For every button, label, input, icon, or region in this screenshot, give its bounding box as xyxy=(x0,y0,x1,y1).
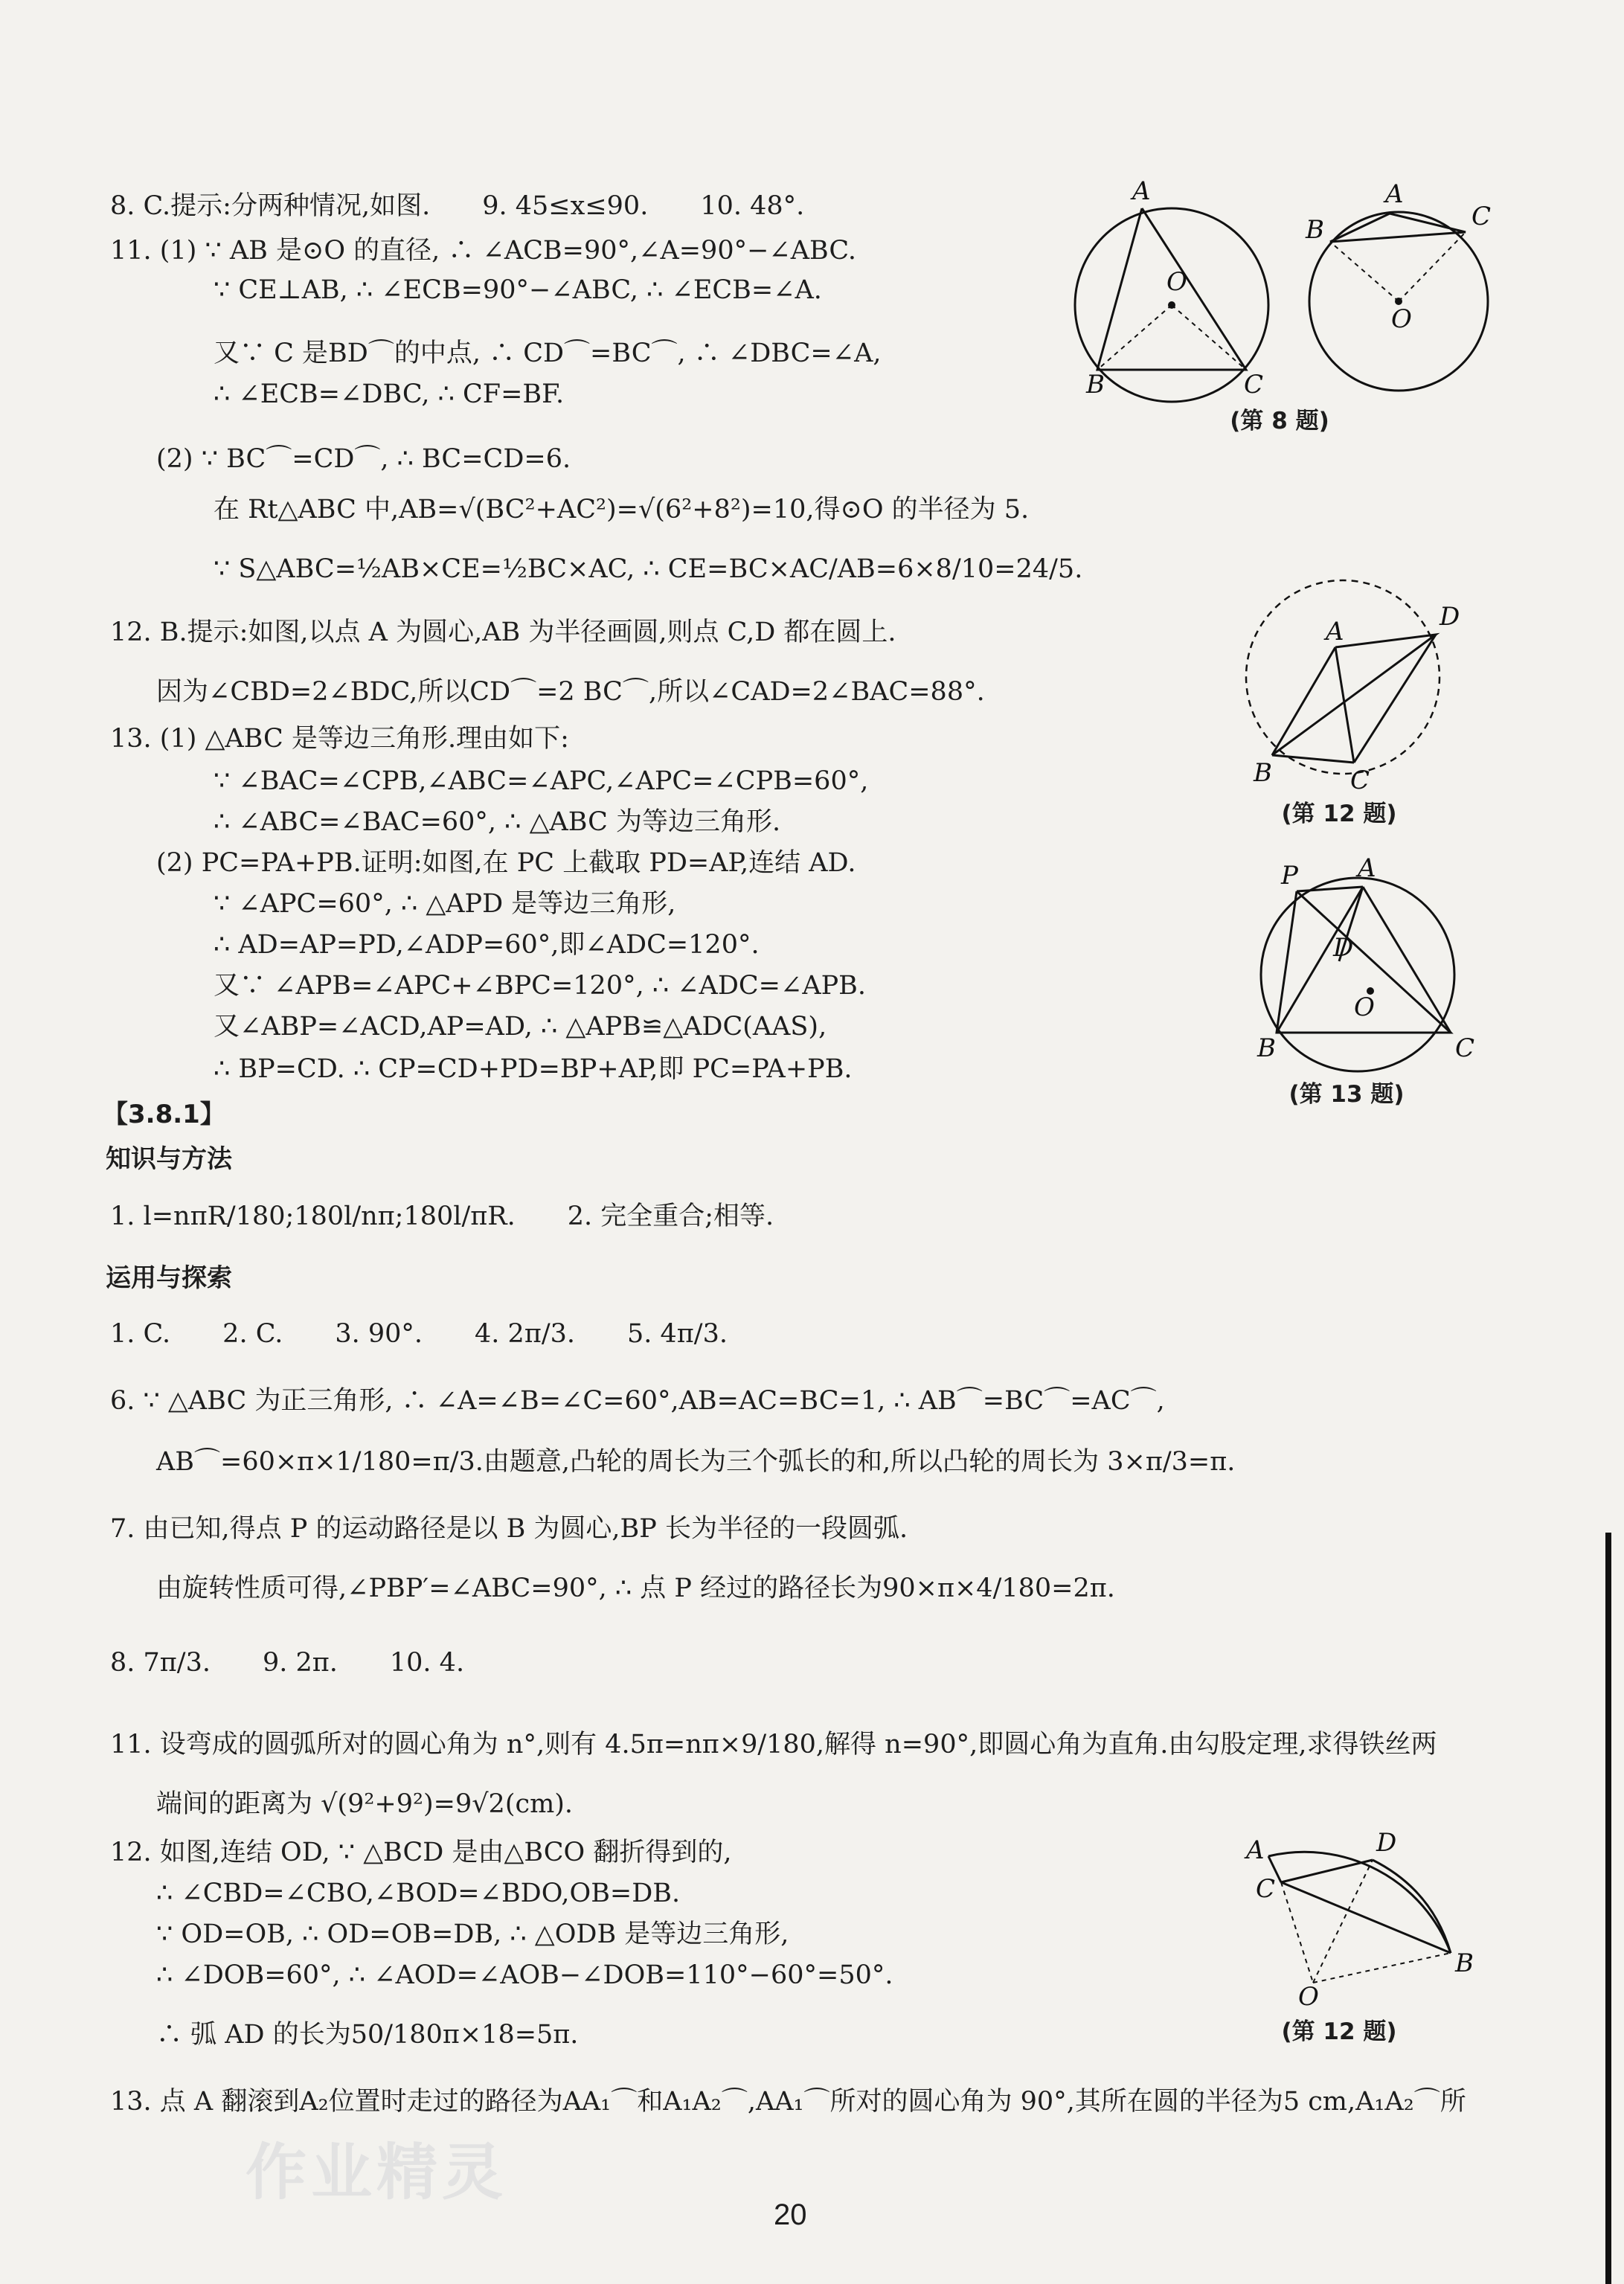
answer-8-10: 8. C.提示:分两种情况,如图. 9. 45≤x≤90. 10. 48°. xyxy=(110,191,805,221)
fig12a-label-B: B xyxy=(1254,758,1272,788)
apply-answer-12-line1: 12. 如图,连结 OD, ∵ △BCD 是由△BCO 翻折得到的, xyxy=(110,1838,732,1867)
section-apply-explore: 运用与探索 xyxy=(106,1263,232,1293)
answer-11-2-line1: (2) ∵ BC⌒=CD⌒, ∴ BC=CD=6. xyxy=(156,444,571,474)
fig13-label-C: C xyxy=(1455,1033,1475,1063)
caption-problem-13: (第 13 题) xyxy=(1288,1081,1405,1108)
answer-11-1-line4: ∴ ∠ECB=∠DBC, ∴ CF=BF. xyxy=(214,379,565,409)
answer-13-1-line1: 13. (1) △ABC 是等边三角形.理由如下: xyxy=(110,724,569,754)
fig12b-label-O: O xyxy=(1298,1982,1319,2009)
fig8b-label-B: B xyxy=(1306,215,1324,245)
section-3-8-1: 【3.8.1】 xyxy=(103,1100,225,1129)
fig13-label-B: B xyxy=(1257,1033,1276,1063)
answer-13-2-line2: ∵ ∠APC=60°, ∴ △APD 是等边三角形, xyxy=(214,889,676,919)
fig13-label-A: A xyxy=(1358,853,1376,883)
apply-answer-11-line1: 11. 设弯成的圆弧所对的圆心角为 n°,则有 4.5π=nπ×9/180,解得 n=90°,即圆心角为直角.由勾股定理,求得铁丝两 xyxy=(110,1730,1437,1759)
apply-answer-7-line2: 由旋转性质可得,∠PBP′=∠ABC=90°, ∴ 点 P 经过的路径长为90×π×4/180=2π. xyxy=(156,1574,1115,1603)
answer-11-2-line3: ∵ S△ABC=½AB×CE=½BC×AC, ∴ CE=BC×AC/AB=6×8/10=24/5. xyxy=(214,554,1083,584)
fig12b-label-C: C xyxy=(1256,1874,1276,1904)
figure-problem-12b xyxy=(1235,1823,1480,2009)
fig8b-label-C: C xyxy=(1471,202,1492,231)
answer-13-2-line3: ∴ AD=AP=PD,∠ADP=60°,即∠ADC=120°. xyxy=(214,930,760,960)
answer-12-line2: 因为∠CBD=2∠BDC,所以CD⌒=2 BC⌒,所以∠CAD=2∠BAC=88°. xyxy=(156,677,985,707)
answer-11-1-line2: ∵ CE⊥AB, ∴ ∠ECB=90°−∠ABC, ∴ ∠ECB=∠A. xyxy=(214,275,822,305)
knowledge-answers: 1. l=nπR/180;180l/nπ;180l/πR. 2. 完全重合;相等. xyxy=(110,1202,774,1231)
watermark: 作业精灵 xyxy=(245,2137,508,2208)
fig12b-label-D: D xyxy=(1376,1828,1397,1858)
answer-12-line1: 12. B.提示:如图,以点 A 为圆心,AB 为半径画圆,则点 C,D 都在圆上. xyxy=(110,617,896,647)
figure-problem-8 xyxy=(1071,179,1503,424)
fig13-label-P: P xyxy=(1281,861,1298,891)
answer-13-2-line6: ∴ BP=CD. ∴ CP=CD+PD=BP+AP,即 PC=PA+PB. xyxy=(214,1054,853,1084)
binding-edge xyxy=(1605,1533,1611,2284)
apply-answer-12-line3: ∵ OD=OB, ∴ OD=OB=DB, ∴ △ODB 是等边三角形, xyxy=(156,1919,789,1949)
fig13-label-O: O xyxy=(1354,992,1375,1022)
page-number: 20 xyxy=(774,2198,807,2231)
answer-13-1-line2: ∵ ∠BAC=∠CPB,∠ABC=∠APC,∠APC=∠CPB=60°, xyxy=(214,766,869,796)
apply-answer-11-line2: 端间的距离为 √(9²+9²)=9√2(cm). xyxy=(156,1789,574,1819)
apply-answer-6-line1: 6. ∵ △ABC 为正三角形, ∴ ∠A=∠B=∠C=60°,AB=AC=BC=1, ∴ AB⌒=BC⌒=AC⌒, xyxy=(110,1386,1165,1416)
section-knowledge-method: 知识与方法 xyxy=(106,1144,232,1174)
fig13-label-D: D xyxy=(1333,933,1354,963)
figure-problem-12a xyxy=(1213,565,1495,796)
fig12a-label-A: A xyxy=(1326,617,1344,647)
answer-13-2-line1: (2) PC=PA+PB.证明:如图,在 PC 上截取 PD=AP,连结 AD. xyxy=(156,848,856,878)
apply-answers-1-5: 1. C. 2. C. 3. 90°. 4. 2π/3. 5. 4π/3. xyxy=(110,1319,728,1349)
answer-13-2-line5: 又∠ABP=∠ACD,AP=AD, ∴ △APB≌△ADC(AAS), xyxy=(214,1012,827,1042)
fig12b-label-A: A xyxy=(1246,1835,1265,1865)
fig8a-label-B: B xyxy=(1086,370,1105,400)
apply-answers-8-10: 8. 7π/3. 9. 2π. 10. 4. xyxy=(110,1648,465,1678)
caption-problem-12a: (第 12 题) xyxy=(1281,801,1397,827)
answer-13-2-line4: 又∵ ∠APB=∠APC+∠BPC=120°, ∴ ∠ADC=∠APB. xyxy=(214,971,866,1001)
fig12b-label-B: B xyxy=(1455,1948,1474,1978)
caption-problem-8: (第 8 题) xyxy=(1230,408,1329,434)
fig8a-label-A: A xyxy=(1132,179,1151,206)
figure-problem-13 xyxy=(1235,848,1480,1086)
apply-answer-12-line2: ∴ ∠CBD=∠CBO,∠BOD=∠BDO,OB=DB. xyxy=(156,1879,681,1908)
fig8b-label-A: A xyxy=(1385,179,1404,209)
caption-problem-12b: (第 12 题) xyxy=(1281,2018,1397,2045)
answer-11-1-line1: 11. (1) ∵ AB 是⊙O 的直径, ∴ ∠ACB=90°,∠A=90°−∠ABC. xyxy=(110,236,857,266)
fig8b-label-O: O xyxy=(1391,304,1412,334)
apply-answer-12-line5: ∴ 弧 AD 的长为50/180π×18=5π. xyxy=(156,2020,579,2050)
apply-answer-7-line1: 7. 由已知,得点 P 的运动路径是以 B 为圆心,BP 长为半径的一段圆弧. xyxy=(110,1514,908,1544)
apply-answer-13-line1: 13. 点 A 翻滚到A₂位置时走过的路径为AA₁⌒和A₁A₂⌒,AA₁⌒所对的圆心角为 90°,其所在圆的半径为5 cm,A₁A₂⌒所 xyxy=(110,2087,1466,2117)
fig8a-label-O: O xyxy=(1166,267,1187,297)
answer-11-2-line2: 在 Rt△ABC 中,AB=√(BC²+AC²)=√(6²+8²)=10,得⊙O 的半径为 5. xyxy=(214,495,1030,525)
answer-13-1-line3: ∴ ∠ABC=∠BAC=60°, ∴ △ABC 为等边三角形. xyxy=(214,807,781,837)
apply-answer-12-line4: ∴ ∠DOB=60°, ∴ ∠AOD=∠AOB−∠DOB=110°−60°=50°. xyxy=(156,1960,893,1990)
answer-11-1-line3: 又∵ C 是BD⌒的中点, ∴ CD⌒=BC⌒, ∴ ∠DBC=∠A, xyxy=(214,339,882,368)
apply-answer-6-line2: AB⌒=60×π×1/180=π/3.由题意,凸轮的周长为三个弧长的和,所以凸轮的周长为 3×π/3=π. xyxy=(156,1447,1236,1477)
fig12a-label-C: C xyxy=(1350,766,1370,795)
fig8a-label-C: C xyxy=(1244,370,1264,400)
fig12a-label-D: D xyxy=(1440,602,1460,632)
